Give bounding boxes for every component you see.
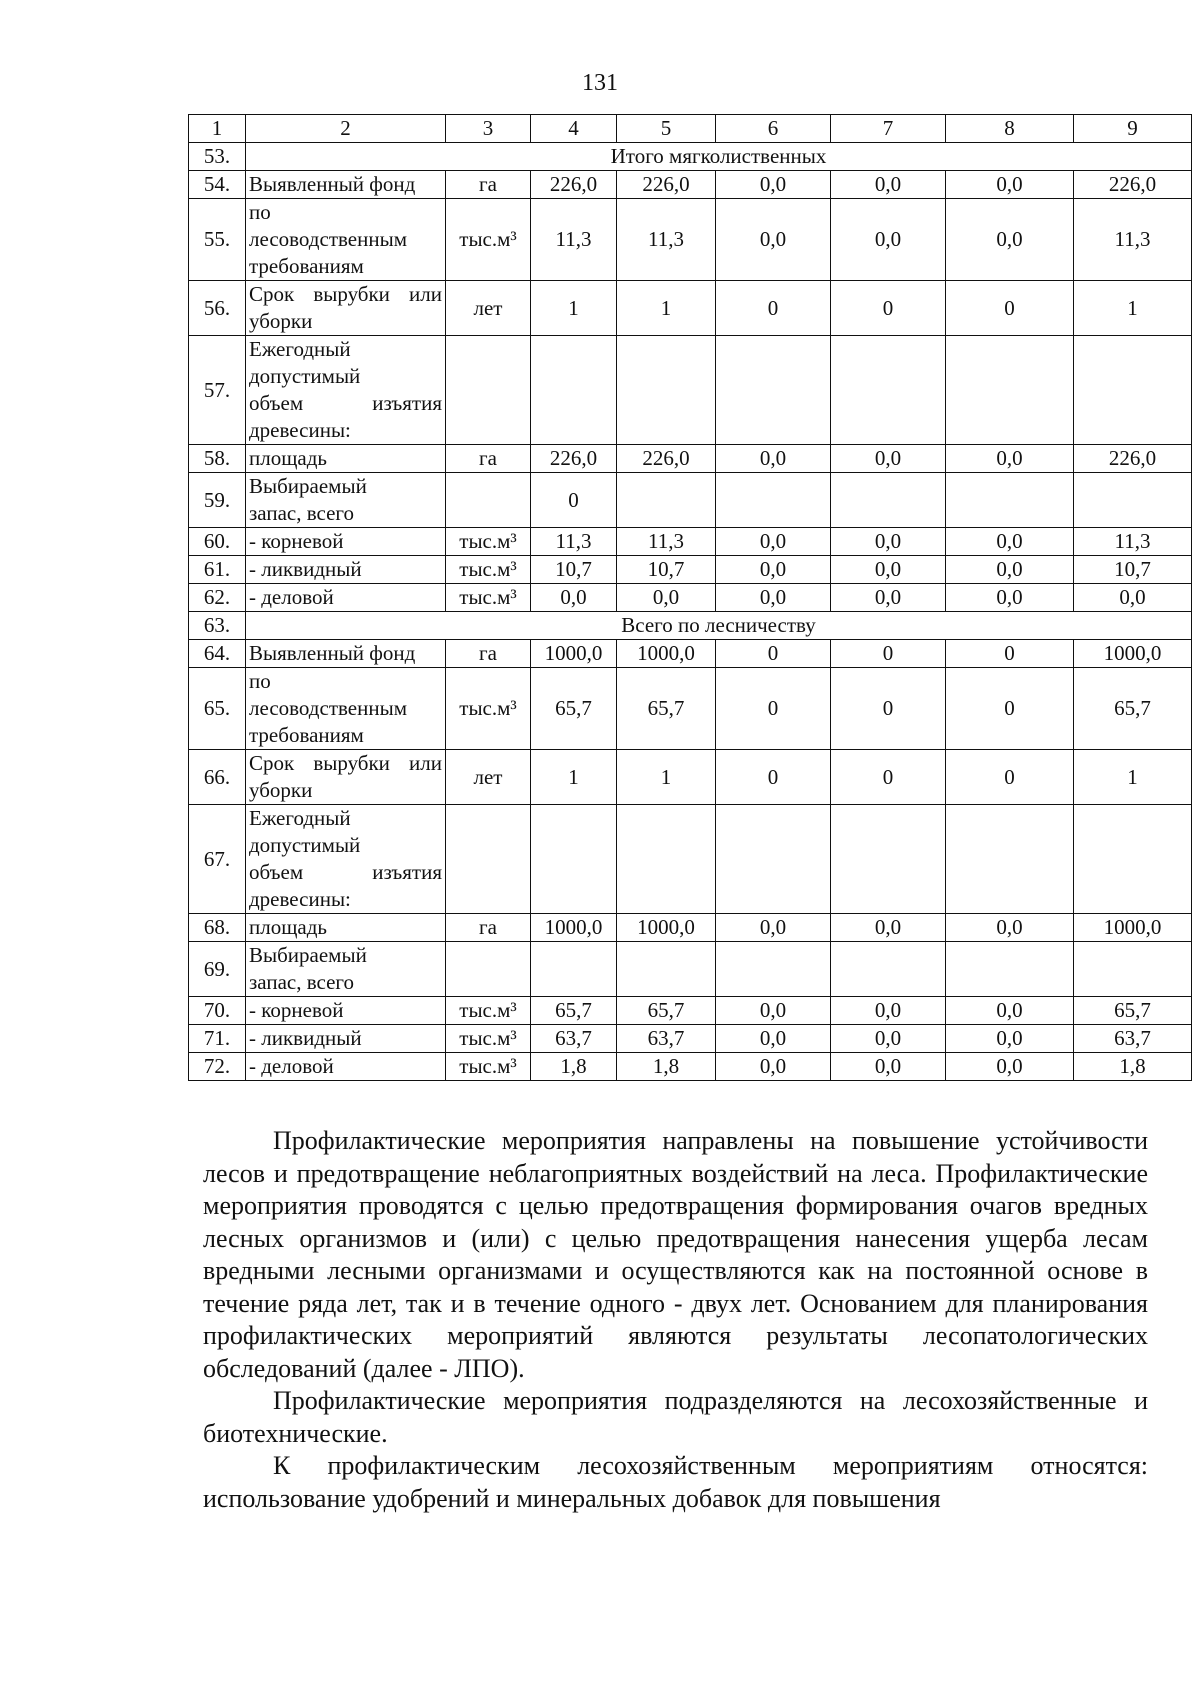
value-cell: 1,8: [531, 1053, 617, 1081]
unit-cell: [446, 942, 531, 997]
value-cell: 0: [946, 750, 1074, 805]
page-number: 131: [582, 70, 618, 96]
value-cell: 0,0: [1074, 584, 1192, 612]
value-cell: 0,0: [946, 1053, 1074, 1081]
value-cell: 0: [946, 281, 1074, 336]
value-cell: 0,0: [946, 528, 1074, 556]
row-label-line: объем изъятия: [249, 860, 442, 884]
section-title: Итого мягколиственных: [246, 143, 1192, 171]
value-cell: 0: [946, 668, 1074, 750]
value-cell: 0,0: [831, 199, 946, 281]
value-cell: 1000,0: [1074, 914, 1192, 942]
row-label: [246, 1053, 446, 1081]
unit-cell: га: [446, 640, 531, 668]
row-number: 66.: [189, 750, 246, 805]
table-row: [189, 640, 1192, 668]
row-label-line: - деловой: [249, 1054, 334, 1078]
value-cell: 0,0: [831, 528, 946, 556]
value-cell: 226,0: [531, 445, 617, 473]
value-cell: [831, 336, 946, 445]
row-label-line: Ежегодный: [249, 806, 351, 830]
column-header: 4: [531, 115, 617, 143]
value-cell: 0,0: [946, 997, 1074, 1025]
table-row: [189, 528, 1192, 556]
value-cell: [617, 805, 716, 914]
unit-cell: [446, 336, 531, 445]
value-cell: 1,8: [617, 1053, 716, 1081]
table-row: [189, 942, 1192, 997]
row-label: [246, 199, 446, 281]
unit-cell: тыс.м³: [446, 584, 531, 612]
value-cell: [1074, 805, 1192, 914]
row-number: 55.: [189, 199, 246, 281]
value-cell: 0,0: [716, 584, 831, 612]
row-label: [246, 997, 446, 1025]
row-label-line: - корневой: [249, 529, 344, 553]
row-label-line: объем изъятия: [249, 391, 442, 415]
value-cell: 65,7: [617, 997, 716, 1025]
unit-cell: га: [446, 914, 531, 942]
column-header: 6: [716, 115, 831, 143]
value-cell: 0: [716, 668, 831, 750]
row-label-line: запас, всего: [249, 970, 354, 994]
value-cell: 11,3: [1074, 528, 1192, 556]
value-cell: 10,7: [617, 556, 716, 584]
value-cell: 226,0: [617, 445, 716, 473]
table-row: [189, 1053, 1192, 1081]
row-label-line: Выявленный фонд: [249, 172, 416, 196]
value-cell: 0: [946, 640, 1074, 668]
row-label-line: Выбираемый: [249, 474, 367, 498]
value-cell: [531, 336, 617, 445]
column-header: 1: [189, 115, 246, 143]
row-number: 54.: [189, 171, 246, 199]
row-label-line: древесины:: [249, 418, 351, 442]
value-cell: [946, 942, 1074, 997]
value-cell: 0,0: [831, 997, 946, 1025]
row-number: 65.: [189, 668, 246, 750]
row-label: [246, 336, 446, 445]
table-row: [189, 668, 1192, 750]
row-label-line: допустимый: [249, 833, 361, 857]
section-row: [189, 143, 1192, 171]
value-cell: 1000,0: [617, 914, 716, 942]
row-label: [246, 528, 446, 556]
column-header: 8: [946, 115, 1074, 143]
row-label: [246, 942, 446, 997]
row-number: 53.: [189, 143, 246, 171]
value-cell: 0,0: [831, 584, 946, 612]
table-row: [189, 171, 1192, 199]
value-cell: 0,0: [617, 584, 716, 612]
value-cell: 0,0: [946, 199, 1074, 281]
row-label-line: лесоводственным: [249, 696, 407, 720]
row-label-line: Срок вырубки или: [249, 751, 442, 775]
value-cell: 63,7: [1074, 1025, 1192, 1053]
row-label-line: Выбираемый: [249, 943, 367, 967]
value-cell: 1000,0: [531, 914, 617, 942]
value-cell: 0,0: [831, 556, 946, 584]
value-cell: 0,0: [831, 1053, 946, 1081]
value-cell: 0: [531, 473, 617, 528]
row-number: 69.: [189, 942, 246, 997]
table-row: [189, 473, 1192, 528]
table-header-row: [189, 115, 1192, 143]
value-cell: 11,3: [617, 528, 716, 556]
column-header: 7: [831, 115, 946, 143]
value-cell: 0,0: [946, 584, 1074, 612]
table-row: [189, 336, 1192, 445]
value-cell: [946, 336, 1074, 445]
value-cell: 226,0: [617, 171, 716, 199]
table-row: [189, 445, 1192, 473]
section-row: [189, 612, 1192, 640]
value-cell: [716, 336, 831, 445]
row-number: 72.: [189, 1053, 246, 1081]
value-cell: 0,0: [831, 171, 946, 199]
value-cell: 1000,0: [1074, 640, 1192, 668]
row-label-line: требованиям: [249, 723, 364, 747]
column-header: 2: [246, 115, 446, 143]
value-cell: 0,0: [946, 171, 1074, 199]
value-cell: [946, 473, 1074, 528]
value-cell: 1000,0: [617, 640, 716, 668]
row-label: [246, 473, 446, 528]
value-cell: [1074, 336, 1192, 445]
value-cell: 1: [617, 750, 716, 805]
table-row: [189, 1025, 1192, 1053]
row-label-line: - ликвидный: [249, 1026, 362, 1050]
unit-cell: лет: [446, 750, 531, 805]
unit-cell: га: [446, 171, 531, 199]
row-label: [246, 1025, 446, 1053]
value-cell: 0,0: [831, 445, 946, 473]
value-cell: 0: [716, 640, 831, 668]
value-cell: [716, 805, 831, 914]
value-cell: [617, 942, 716, 997]
value-cell: 1,8: [1074, 1053, 1192, 1081]
row-label: [246, 640, 446, 668]
row-label: [246, 556, 446, 584]
value-cell: 0,0: [716, 171, 831, 199]
value-cell: 10,7: [1074, 556, 1192, 584]
value-cell: 65,7: [617, 668, 716, 750]
row-number: 70.: [189, 997, 246, 1025]
row-label-line: - ликвидный: [249, 557, 362, 581]
row-number: 62.: [189, 584, 246, 612]
value-cell: 0: [831, 750, 946, 805]
value-cell: 0: [831, 668, 946, 750]
value-cell: 0,0: [831, 1025, 946, 1053]
row-number: 60.: [189, 528, 246, 556]
value-cell: 1000,0: [531, 640, 617, 668]
row-label-line: - деловой: [249, 585, 334, 609]
row-label-line: Срок вырубки или: [249, 282, 442, 306]
section-title: Всего по лесничеству: [246, 612, 1192, 640]
row-label: [246, 281, 446, 336]
row-label: [246, 750, 446, 805]
row-label: [246, 171, 446, 199]
value-cell: 226,0: [1074, 445, 1192, 473]
value-cell: 1: [617, 281, 716, 336]
unit-cell: лет: [446, 281, 531, 336]
value-cell: 11,3: [531, 528, 617, 556]
value-cell: 1: [531, 281, 617, 336]
value-cell: 0,0: [716, 528, 831, 556]
value-cell: 0,0: [946, 556, 1074, 584]
unit-cell: га: [446, 445, 531, 473]
row-number: 59.: [189, 473, 246, 528]
table-row: [189, 281, 1192, 336]
row-label-line: допустимый: [249, 364, 361, 388]
table-row: [189, 997, 1192, 1025]
unit-cell: тыс.м³: [446, 1025, 531, 1053]
row-label-line: по: [249, 669, 271, 693]
value-cell: 0,0: [716, 997, 831, 1025]
row-label-line: - корневой: [249, 998, 344, 1022]
row-label-line: запас, всего: [249, 501, 354, 525]
row-label: [246, 445, 446, 473]
row-label-line: лесоводственным: [249, 227, 407, 251]
table-row: [189, 750, 1192, 805]
value-cell: [716, 942, 831, 997]
row-number: 68.: [189, 914, 246, 942]
row-label: [246, 805, 446, 914]
value-cell: [831, 805, 946, 914]
row-label-line: площадь: [249, 446, 327, 470]
row-number: 58.: [189, 445, 246, 473]
body-text: [203, 1125, 1148, 1515]
value-cell: 63,7: [617, 1025, 716, 1053]
paragraph: Профилактические мероприятия направлены на повышение устойчивости лесов и предотвращение неблагоприятных воздействий на леса. Профилактические мероприятия проводятся с целью предотвращения формирования очагов вредных лесных организмов и (или) с целью предотвращения нанесения ущерба лесам вредными лесными организмами и осуществляются как на постоянной основе в течение ряда лет, так и в течение одного - двух лет. Основанием для планирования профилактических мероприятий являются результаты лесопатологических обследований (далее - ЛПО).: [203, 1126, 1148, 1383]
value-cell: [1074, 473, 1192, 528]
value-cell: [617, 473, 716, 528]
table-row: [189, 556, 1192, 584]
row-number: 57.: [189, 336, 246, 445]
paragraph: К профилактическим лесохозяйственным мероприятиям относятся: использование удобрений и минеральных добавок для повышения: [203, 1451, 1148, 1513]
row-label: [246, 584, 446, 612]
row-label-line: уборки: [249, 309, 313, 333]
value-cell: 0,0: [716, 556, 831, 584]
row-number: 56.: [189, 281, 246, 336]
value-cell: 0: [831, 281, 946, 336]
column-header: 3: [446, 115, 531, 143]
value-cell: [946, 805, 1074, 914]
row-number: 61.: [189, 556, 246, 584]
row-label: [246, 668, 446, 750]
row-label: [246, 914, 446, 942]
value-cell: [531, 942, 617, 997]
row-number: 67.: [189, 805, 246, 914]
value-cell: 11,3: [617, 199, 716, 281]
value-cell: 0,0: [716, 1053, 831, 1081]
value-cell: 11,3: [1074, 199, 1192, 281]
value-cell: [831, 942, 946, 997]
table-row: [189, 199, 1192, 281]
value-cell: 0,0: [946, 445, 1074, 473]
value-cell: 63,7: [531, 1025, 617, 1053]
table-body: [189, 143, 1192, 1081]
value-cell: 0: [716, 281, 831, 336]
value-cell: 65,7: [1074, 668, 1192, 750]
row-number: 63.: [189, 612, 246, 640]
row-label-line: древесины:: [249, 887, 351, 911]
unit-cell: тыс.м³: [446, 556, 531, 584]
table-row: [189, 584, 1192, 612]
forest-data-table: [188, 114, 1192, 1081]
value-cell: 0,0: [716, 1025, 831, 1053]
value-cell: [1074, 942, 1192, 997]
value-cell: 0,0: [946, 914, 1074, 942]
value-cell: 1: [531, 750, 617, 805]
column-header: 5: [617, 115, 716, 143]
table-row: [189, 914, 1192, 942]
value-cell: 0,0: [531, 584, 617, 612]
value-cell: 65,7: [1074, 997, 1192, 1025]
row-label-line: Ежегодный: [249, 337, 351, 361]
value-cell: 0,0: [716, 914, 831, 942]
unit-cell: тыс.м³: [446, 668, 531, 750]
unit-cell: тыс.м³: [446, 1053, 531, 1081]
unit-cell: тыс.м³: [446, 528, 531, 556]
value-cell: 0: [716, 750, 831, 805]
row-label-line: уборки: [249, 778, 313, 802]
value-cell: [716, 473, 831, 528]
value-cell: 11,3: [531, 199, 617, 281]
value-cell: 0,0: [716, 199, 831, 281]
row-label-line: Выявленный фонд: [249, 641, 416, 665]
row-label-line: требованиям: [249, 254, 364, 278]
value-cell: 0,0: [946, 1025, 1074, 1053]
unit-cell: тыс.м³: [446, 997, 531, 1025]
row-label-line: площадь: [249, 915, 327, 939]
value-cell: 0,0: [831, 914, 946, 942]
value-cell: 65,7: [531, 668, 617, 750]
paragraph: Профилактические мероприятия подразделяются на лесохозяйственные и биотехнические.: [203, 1386, 1148, 1448]
column-header: 9: [1074, 115, 1192, 143]
value-cell: 0: [831, 640, 946, 668]
value-cell: [831, 473, 946, 528]
value-cell: 1: [1074, 750, 1192, 805]
row-number: 64.: [189, 640, 246, 668]
value-cell: 1: [1074, 281, 1192, 336]
value-cell: 226,0: [531, 171, 617, 199]
table-row: [189, 805, 1192, 914]
value-cell: 65,7: [531, 997, 617, 1025]
row-number: 71.: [189, 1025, 246, 1053]
value-cell: [531, 805, 617, 914]
value-cell: 226,0: [1074, 171, 1192, 199]
unit-cell: [446, 473, 531, 528]
row-label-line: по: [249, 200, 271, 224]
value-cell: [617, 336, 716, 445]
value-cell: 0,0: [716, 445, 831, 473]
unit-cell: тыс.м³: [446, 199, 531, 281]
unit-cell: [446, 805, 531, 914]
value-cell: 10,7: [531, 556, 617, 584]
